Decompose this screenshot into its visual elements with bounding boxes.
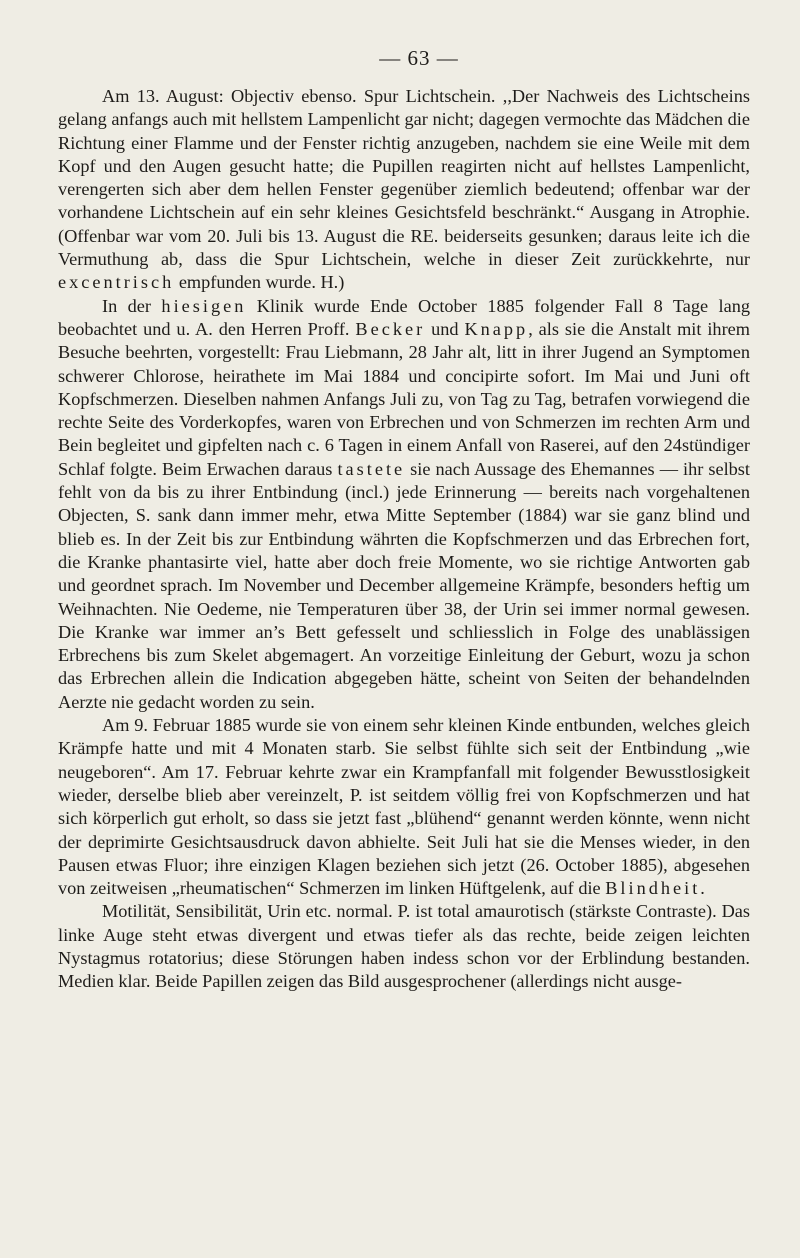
paragraph xyxy=(58,295,750,714)
paragraph xyxy=(58,85,750,295)
text-run: Klinik wurde Ende October 1885 folgender Fall 8 Tage lang beobachtet und u. A. den Herren Proff. xyxy=(58,295,751,339)
emphasis-spaced: excentrisch xyxy=(58,272,175,293)
emphasis-spaced: Becker xyxy=(355,318,426,339)
body-text xyxy=(58,85,750,994)
paragraph xyxy=(58,714,750,900)
text-run: Am 9. Februar 1885 wurde sie von einem sehr kleinen Kinde entbunden, welches gleich Krämpfe hatte und mit 4 Monaten starb. Sie selbst fühlte sich seit der Entbindung „wie neugeboren“. Am 17. Februar kehrte zwar ein Krampfanfall mit folgender Bewusstlosigkeit wieder, derselbe blieb aber vereinzelt, P. ist seitdem völlig frei von Kopfschmerzen und hat sich körperlich gut erholt, so dass sie jetzt fast „blühend“ genannt werden könnte, wenn nicht der deprimirte Gesichtsausdruck davon abhielte. Seit Juli hat sie die Menses wieder, in den Pausen etwas Fluor; ihre einzigen Klagen beziehen sich jetzt (26. October 1885), abgesehen von zeitweisen „rheumatischen“ Schmerzen im linken Hüftgelenk, auf die xyxy=(58,715,750,899)
text-run: und xyxy=(425,318,465,339)
text-run: Am 13. August: Objectiv ebenso. Spur Lichtschein. ,,Der Nachweis des Lichtscheins gelang anfangs auch mit hellstem Lampenlicht gar nicht; dagegen vermochte das Mädchen die Richtung einer Flamme und der Fenster richtig anzugeben, nachdem sie eine Weile mit dem Kopf und den Augen gesucht hatte; die Pupillen reagirten nicht auf hellstes Lampenlicht, verengerten sich aber dem hellen Fenster gegenüber ziemlich bedeutend; offenbar war der vorhandene Lichtschein auf ein sehr kleines Gesichtsfeld beschränkt.“ Ausgang in Atrophie. (Offenbar war vom 20. Juli bis 13. August die RE. beiderseits gesunken; daraus leite ich die Vermuthung ab, dass die Spur Lichtschein, welche in dieser Zeit zurückkehrte, nur xyxy=(58,86,750,270)
text-run: Motilität, Sensibilität, Urin etc. normal. P. ist total amaurotisch (stärkste Contraste). Das linke Auge steht etwas divergent und etwas tiefer als das rechte, beide zeigen leichten Nystagmus rotatorius; diese Störungen haben indess schon vor der Erblindung bestanden. Medien klar. Beide Papillen zeigen das Bild ausgesprochener (allerdings nicht ausge- xyxy=(58,901,750,992)
text-run: empfunden wurde. H.) xyxy=(174,272,345,293)
emphasis-spaced: Blindheit xyxy=(605,878,701,899)
text-run: In der xyxy=(102,295,162,316)
emphasis-spaced: hiesigen xyxy=(161,295,247,316)
text-run: , als sie die Anstalt mit ihrem Besuche beehrten, vorgestellt: Frau Liebmann, 28 Jahr alt, litt in ihrer Jugend an Symptomen schwerer Chlorose, heirathete im Mai 1884 und concipirte sofort. Im Mai und Juni oft Kopfschmerzen. Dieselben nahmen Anfangs Juli zu, von Tag zu Tag, betrafen vorwiegend die rechte Seite des Vorderkopfes, waren von Erbrechen und von Schmerzen im rechten Arm und Bein begleitet und gipfelten nach c. 6 Tagen in einem Anfall von Raserei, auf den 24stündiger Schlaf folgte. Beim Erwachen daraus xyxy=(58,318,750,479)
emphasis-spaced: tastete xyxy=(337,458,406,479)
text-run: sie nach Aussage des Ehemannes — ihr selbst fehlt von da bis zu ihrer Entbindung (incl.) jede Erinnerung — bereits nach vorgehaltenen Objecten, S. sank dann immer mehr, etwa Mitte September (1884) war sie ganz blind und blieb es. In der Zeit bis zur Entbindung währten die Kopfschmerzen und das Erbrechen fort, die Kranke phantasirte viel, hatte aber doch freie Momente, wo sie richtige Antworten gab und geordnet sprach. Im November und December allgemeine Krämpfe, besonders heftig um Weihnachten. Nie Oedeme, nie Temperaturen über 38, der Urin sei immer normal gewesen. Die Kranke war immer an’s Bett gefesselt und schliesslich in Folge des unablässigen Erbrechens bis zum Skelet abgemagert. An vorzeitige Einleitung der Geburt, wozu ja schon das Erbrechen allein die Indication abgegeben hätte, scheint von Seiten der behandelnden Aerzte nie gedacht worden zu sein. xyxy=(58,458,750,712)
text-run: . xyxy=(700,878,705,899)
page-number: — 63 — xyxy=(379,46,459,70)
emphasis-spaced: Knapp xyxy=(464,318,529,339)
paragraph xyxy=(58,900,750,993)
